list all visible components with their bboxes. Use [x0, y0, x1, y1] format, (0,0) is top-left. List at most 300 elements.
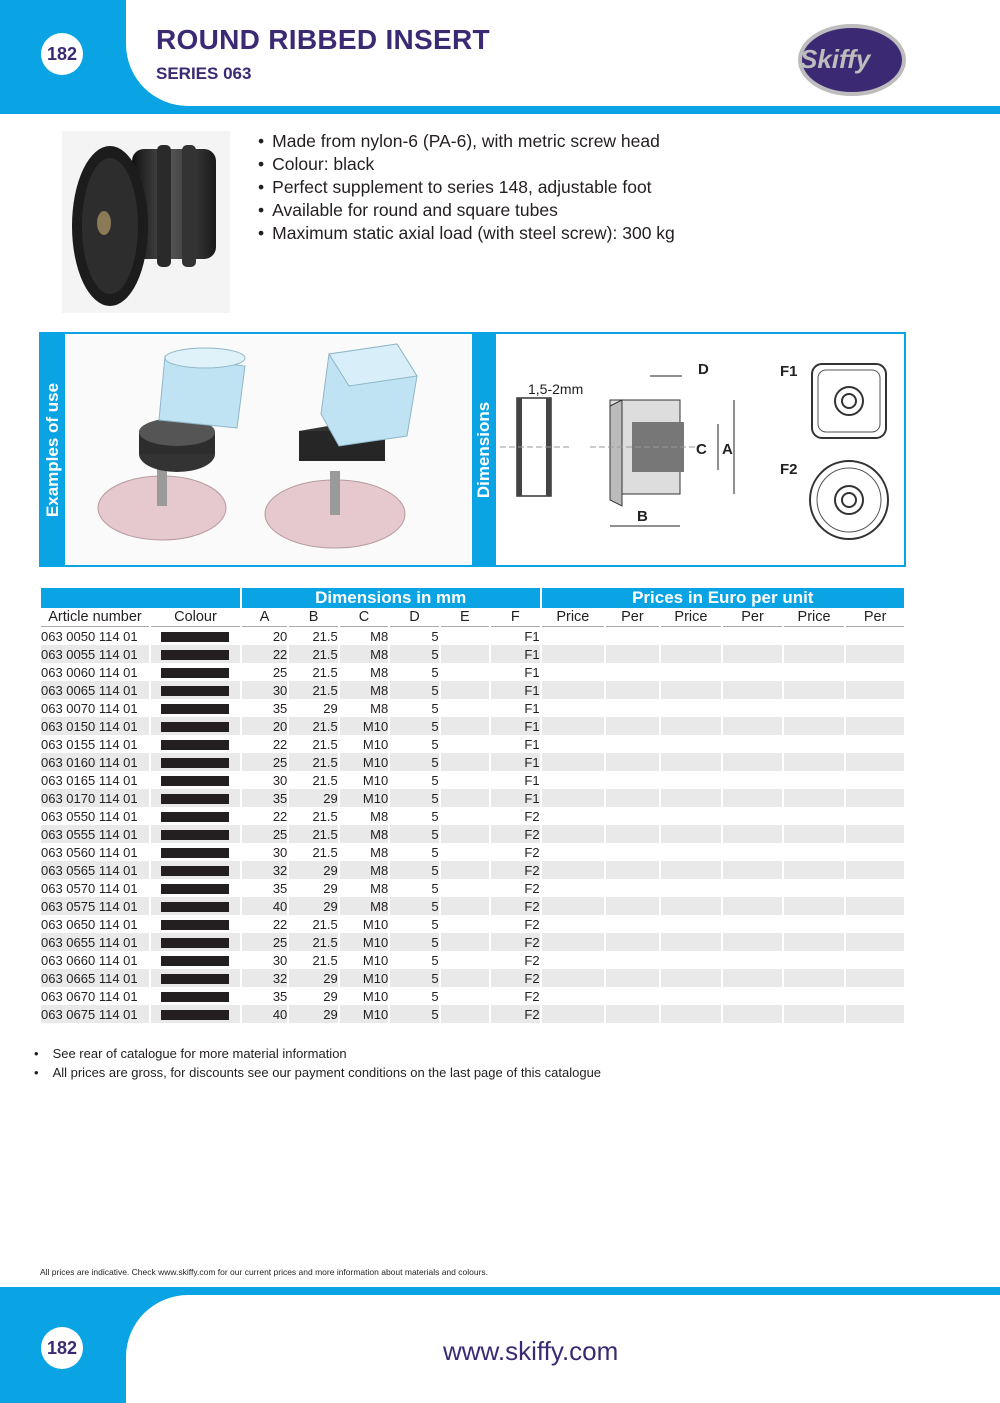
- table-cell: [784, 753, 845, 771]
- table-cell: [151, 843, 240, 861]
- table-cell: 5: [390, 987, 438, 1005]
- table-cell: 40: [242, 1005, 287, 1023]
- feature-item: • Available for round and square tubes: [258, 199, 675, 222]
- table-row: [41, 843, 904, 861]
- table-cell: [661, 807, 722, 825]
- table-cell: [441, 897, 489, 915]
- table-cell: 21.5: [289, 915, 337, 933]
- table-cell: [846, 843, 904, 861]
- table-cell: M10: [340, 735, 388, 753]
- table-cell: 35: [242, 879, 287, 897]
- table-cell: [784, 645, 845, 663]
- table-cell: [441, 753, 489, 771]
- colour-swatch: [161, 884, 229, 894]
- series-subtitle: SERIES 063: [156, 64, 252, 83]
- colour-swatch: [161, 758, 229, 768]
- table-cell: [723, 861, 782, 879]
- table-cell: 21.5: [289, 663, 337, 681]
- table-cell: 29: [289, 879, 337, 897]
- table-cell: [606, 951, 659, 969]
- website-link[interactable]: www.skiffy.com: [443, 1336, 619, 1366]
- table-cell: [846, 627, 904, 645]
- table-cell: [606, 663, 659, 681]
- table-cell: F2: [491, 987, 539, 1005]
- table-cell: [784, 933, 845, 951]
- table-cell: 5: [390, 771, 438, 789]
- table-cell: [441, 771, 489, 789]
- table-cell: [661, 1005, 722, 1023]
- table-cell: [151, 699, 240, 717]
- table-cell: F2: [491, 843, 539, 861]
- table-cell: [784, 663, 845, 681]
- table-cell: [151, 735, 240, 753]
- table-cell: [846, 1005, 904, 1023]
- table-cell: 063 0575 114 01: [41, 897, 149, 915]
- table-cell: [441, 645, 489, 663]
- table-cell: 5: [390, 735, 438, 753]
- table-cell: 063 0675 114 01: [41, 1005, 149, 1023]
- table-cell: [441, 717, 489, 735]
- colour-swatch: [161, 794, 229, 804]
- table-cell: [542, 987, 605, 1005]
- table-cell: M8: [340, 663, 388, 681]
- table-cell: [723, 807, 782, 825]
- table-cell: F1: [491, 645, 539, 663]
- table-row: [41, 735, 904, 753]
- table-cell: [542, 951, 605, 969]
- table-cell: 5: [390, 1005, 438, 1023]
- table-cell: 21.5: [289, 825, 337, 843]
- table-cell: [151, 861, 240, 879]
- table-cell: 21.5: [289, 807, 337, 825]
- notes-list: [34, 1044, 601, 1082]
- table-cell: [846, 807, 904, 825]
- table-cell: [542, 789, 605, 807]
- table-cell: [723, 771, 782, 789]
- table-cell: [606, 645, 659, 663]
- table-cell: [661, 879, 722, 897]
- table-cell: M8: [340, 627, 388, 645]
- table-cell: 063 0555 114 01: [41, 825, 149, 843]
- table-cell: M8: [340, 699, 388, 717]
- table-cell: M8: [340, 645, 388, 663]
- table-cell: [151, 663, 240, 681]
- logo-wordmark: Skiffy: [800, 44, 871, 74]
- table-cell: [441, 681, 489, 699]
- table-cell: F2: [491, 933, 539, 951]
- table-cell: [784, 951, 845, 969]
- table-cell: [661, 915, 722, 933]
- table-cell: 063 0665 114 01: [41, 969, 149, 987]
- colour-swatch: [161, 992, 229, 1002]
- table-cell: [606, 861, 659, 879]
- table-cell: [846, 987, 904, 1005]
- table-cell: 35: [242, 699, 287, 717]
- feature-item: • Made from nylon-6 (PA-6), with metric screw head: [258, 130, 675, 153]
- table-cell: [542, 627, 605, 645]
- table-cell: 5: [390, 897, 438, 915]
- table-cell: [542, 843, 605, 861]
- page-number-bottom: 182: [41, 1327, 83, 1369]
- table-cell: 063 0650 114 01: [41, 915, 149, 933]
- column-header: E: [441, 608, 489, 627]
- table-cell: [542, 1005, 605, 1023]
- table-cell: 063 0660 114 01: [41, 951, 149, 969]
- table-cell: [542, 699, 605, 717]
- table-cell: [784, 627, 845, 645]
- column-header: Per: [723, 608, 782, 627]
- table-cell: [441, 969, 489, 987]
- table-cell: [784, 843, 845, 861]
- table-row: [41, 1005, 904, 1023]
- table-cell: 5: [390, 699, 438, 717]
- column-header: F: [491, 608, 539, 627]
- table-cell: [846, 753, 904, 771]
- table-cell: 5: [390, 753, 438, 771]
- wall-thickness-label: 1,5-2mm: [528, 381, 584, 397]
- table-cell: [606, 987, 659, 1005]
- table-cell: [723, 987, 782, 1005]
- colour-swatch: [161, 650, 229, 660]
- colour-swatch: [161, 704, 229, 714]
- table-cell: F1: [491, 627, 539, 645]
- table-cell: [542, 645, 605, 663]
- table-cell: 063 0060 114 01: [41, 663, 149, 681]
- table-cell: [151, 771, 240, 789]
- price-disclaimer: All prices are indicative. Check www.skiffy.com for our current prices and more information about materials and colours.: [40, 1267, 489, 1277]
- table-cell: [723, 627, 782, 645]
- table-cell: [661, 933, 722, 951]
- table-cell: 063 0170 114 01: [41, 789, 149, 807]
- table-cell: F1: [491, 663, 539, 681]
- table-cell: 5: [390, 681, 438, 699]
- table-row: [41, 681, 904, 699]
- table-cell: [441, 825, 489, 843]
- table-cell: [441, 663, 489, 681]
- table-cell: 5: [390, 879, 438, 897]
- table-cell: [784, 807, 845, 825]
- table-cell: [784, 789, 845, 807]
- table-cell: 21.5: [289, 681, 337, 699]
- table-cell: [606, 933, 659, 951]
- table-cell: M8: [340, 897, 388, 915]
- table-cell: [723, 789, 782, 807]
- table-cell: 30: [242, 951, 287, 969]
- note-item: • See rear of catalogue for more material information: [34, 1044, 601, 1063]
- column-header: Price: [661, 608, 722, 627]
- table-cell: [661, 717, 722, 735]
- table-cell: [784, 735, 845, 753]
- column-header: A: [242, 608, 287, 627]
- table-cell: [542, 681, 605, 699]
- table-cell: 22: [242, 645, 287, 663]
- column-header: Article number: [41, 608, 149, 627]
- table-cell: 5: [390, 717, 438, 735]
- table-cell: 5: [390, 969, 438, 987]
- page-title: ROUND RIBBED INSERT: [156, 24, 490, 55]
- dimension-drawing: [500, 336, 902, 564]
- table-cell: F2: [491, 879, 539, 897]
- table-cell: [661, 969, 722, 987]
- table-cell: 5: [390, 843, 438, 861]
- dim-d-label: D: [698, 361, 709, 378]
- table-cell: 21.5: [289, 843, 337, 861]
- table-cell: M10: [340, 771, 388, 789]
- colour-swatch: [161, 848, 229, 858]
- table-cell: 063 0050 114 01: [41, 627, 149, 645]
- table-cell: 5: [390, 627, 438, 645]
- table-cell: [606, 897, 659, 915]
- table-cell: [846, 825, 904, 843]
- table-row: [41, 699, 904, 717]
- table-cell: [542, 915, 605, 933]
- table-cell: [606, 1005, 659, 1023]
- table-cell: 21.5: [289, 735, 337, 753]
- table-cell: [606, 753, 659, 771]
- table-cell: [661, 645, 722, 663]
- table-cell: 29: [289, 969, 337, 987]
- column-header: C: [340, 608, 388, 627]
- table-cell: [723, 663, 782, 681]
- table-cell: 35: [242, 987, 287, 1005]
- table-cell: [606, 771, 659, 789]
- colour-swatch: [161, 1010, 229, 1020]
- table-cell: 063 0160 114 01: [41, 753, 149, 771]
- table-cell: [723, 933, 782, 951]
- table-cell: 25: [242, 753, 287, 771]
- table-cell: [441, 1005, 489, 1023]
- table-cell: M8: [340, 681, 388, 699]
- feature-item: • Perfect supplement to series 148, adjustable foot: [258, 176, 675, 199]
- feature-item: • Colour: black: [258, 153, 675, 176]
- table-cell: 063 0560 114 01: [41, 843, 149, 861]
- table-cell: [606, 699, 659, 717]
- table-cell: [723, 825, 782, 843]
- table-cell: M10: [340, 915, 388, 933]
- table-cell: [151, 681, 240, 699]
- table-cell: 22: [242, 735, 287, 753]
- table-cell: [542, 717, 605, 735]
- table-cell: 063 0550 114 01: [41, 807, 149, 825]
- table-cell: [441, 951, 489, 969]
- colour-swatch: [161, 686, 229, 696]
- table-cell: [784, 915, 845, 933]
- table-cell: [723, 879, 782, 897]
- table-cell: 21.5: [289, 645, 337, 663]
- table-cell: 32: [242, 861, 287, 879]
- table-cell: M10: [340, 1005, 388, 1023]
- table-row: [41, 717, 904, 735]
- colour-swatch: [161, 866, 229, 876]
- dimensions-label: Dimensions: [474, 401, 494, 498]
- table-cell: 29: [289, 699, 337, 717]
- colour-swatch: [161, 974, 229, 984]
- colour-swatch: [161, 956, 229, 966]
- table-cell: [723, 951, 782, 969]
- table-cell: [606, 879, 659, 897]
- f2-label: F2: [780, 461, 798, 478]
- table-cell: 5: [390, 645, 438, 663]
- table-cell: F1: [491, 681, 539, 699]
- table-cell: [846, 915, 904, 933]
- table-cell: [661, 627, 722, 645]
- table-cell: 20: [242, 627, 287, 645]
- table-cell: F2: [491, 897, 539, 915]
- table-row: [41, 627, 904, 645]
- table-cell: [723, 1005, 782, 1023]
- table-cell: [846, 969, 904, 987]
- table-cell: 063 0070 114 01: [41, 699, 149, 717]
- table-row: [41, 915, 904, 933]
- table-cell: 063 0565 114 01: [41, 861, 149, 879]
- table-cell: F2: [491, 825, 539, 843]
- table-cell: 29: [289, 897, 337, 915]
- table-row: [41, 825, 904, 843]
- table-cell: 30: [242, 771, 287, 789]
- table-cell: [151, 627, 240, 645]
- table-cell: F1: [491, 717, 539, 735]
- table-cell: [784, 699, 845, 717]
- table-cell: [441, 915, 489, 933]
- table-cell: 5: [390, 951, 438, 969]
- table-cell: F2: [491, 915, 539, 933]
- column-header: B: [289, 608, 337, 627]
- colour-swatch: [161, 938, 229, 948]
- colour-swatch: [161, 830, 229, 840]
- table-cell: 25: [242, 825, 287, 843]
- table-cell: [151, 825, 240, 843]
- table-cell: M10: [340, 933, 388, 951]
- table-cell: [151, 951, 240, 969]
- table-cell: [784, 987, 845, 1005]
- table-cell: [441, 879, 489, 897]
- table-cell: [606, 807, 659, 825]
- table-cell: F2: [491, 969, 539, 987]
- table-cell: M10: [340, 753, 388, 771]
- table-row: [41, 771, 904, 789]
- table-cell: 29: [289, 861, 337, 879]
- table-cell: 5: [390, 861, 438, 879]
- f1-label: F1: [780, 363, 798, 380]
- table-cell: F1: [491, 789, 539, 807]
- table-cell: [846, 699, 904, 717]
- table-cell: [723, 897, 782, 915]
- table-cell: [846, 663, 904, 681]
- table-cell: [661, 951, 722, 969]
- column-header: Price: [784, 608, 845, 627]
- table-cell: 21.5: [289, 951, 337, 969]
- table-cell: 5: [390, 825, 438, 843]
- table-cell: [784, 717, 845, 735]
- table-cell: 5: [390, 933, 438, 951]
- table-cell: [542, 663, 605, 681]
- table-cell: 21.5: [289, 753, 337, 771]
- table-cell: 21.5: [289, 627, 337, 645]
- table-cell: [606, 825, 659, 843]
- table-cell: [784, 1005, 845, 1023]
- table-cell: 20: [242, 717, 287, 735]
- table-cell: [784, 771, 845, 789]
- table-row: [41, 969, 904, 987]
- table-cell: [606, 735, 659, 753]
- table-cell: [151, 933, 240, 951]
- table-cell: [441, 627, 489, 645]
- column-header: Colour: [151, 608, 240, 627]
- table-cell: F2: [491, 951, 539, 969]
- table-cell: [661, 825, 722, 843]
- table-cell: 21.5: [289, 933, 337, 951]
- table-cell: [151, 1005, 240, 1023]
- table-cell: [441, 861, 489, 879]
- table-cell: [542, 807, 605, 825]
- table-cell: F2: [491, 1005, 539, 1023]
- table-cell: M8: [340, 843, 388, 861]
- table-cell: 063 0150 114 01: [41, 717, 149, 735]
- colour-swatch: [161, 668, 229, 678]
- colour-swatch: [161, 812, 229, 822]
- table-cell: [151, 717, 240, 735]
- table-cell: [441, 789, 489, 807]
- table-cell: [661, 843, 722, 861]
- table-row: [41, 951, 904, 969]
- table-row: [41, 663, 904, 681]
- table-cell: M10: [340, 789, 388, 807]
- table-cell: [723, 843, 782, 861]
- table-row: [41, 861, 904, 879]
- table-cell: [441, 807, 489, 825]
- table-cell: [542, 753, 605, 771]
- colour-swatch: [161, 740, 229, 750]
- table-cell: M8: [340, 825, 388, 843]
- table-cell: [542, 771, 605, 789]
- table-cell: [606, 789, 659, 807]
- table-cell: 5: [390, 663, 438, 681]
- table-cell: [661, 771, 722, 789]
- table-cell: 22: [242, 915, 287, 933]
- table-cell: [784, 861, 845, 879]
- page-number-top: 182: [41, 33, 83, 75]
- table-cell: [846, 897, 904, 915]
- table-cell: [723, 753, 782, 771]
- table-cell: M10: [340, 951, 388, 969]
- table-cell: [151, 987, 240, 1005]
- table-cell: [542, 969, 605, 987]
- table-cell: [784, 969, 845, 987]
- table-row: [41, 753, 904, 771]
- colour-swatch: [161, 632, 229, 642]
- table-cell: [661, 699, 722, 717]
- product-table: [39, 588, 906, 1023]
- table-cell: [661, 789, 722, 807]
- table-cell: [723, 699, 782, 717]
- table-cell: [661, 735, 722, 753]
- colour-swatch: [161, 902, 229, 912]
- table-cell: 29: [289, 1005, 337, 1023]
- table-cell: [606, 915, 659, 933]
- table-cell: [661, 897, 722, 915]
- dimensions-group-header: Dimensions in mm: [242, 588, 540, 608]
- dim-b-label: B: [637, 508, 648, 525]
- table-cell: [723, 915, 782, 933]
- table-cell: M10: [340, 969, 388, 987]
- table-cell: [542, 897, 605, 915]
- table-cell: M10: [340, 987, 388, 1005]
- table-cell: [542, 879, 605, 897]
- dim-a-label: A: [722, 441, 733, 458]
- table-cell: [151, 879, 240, 897]
- table-cell: [542, 861, 605, 879]
- feature-list: [258, 130, 675, 245]
